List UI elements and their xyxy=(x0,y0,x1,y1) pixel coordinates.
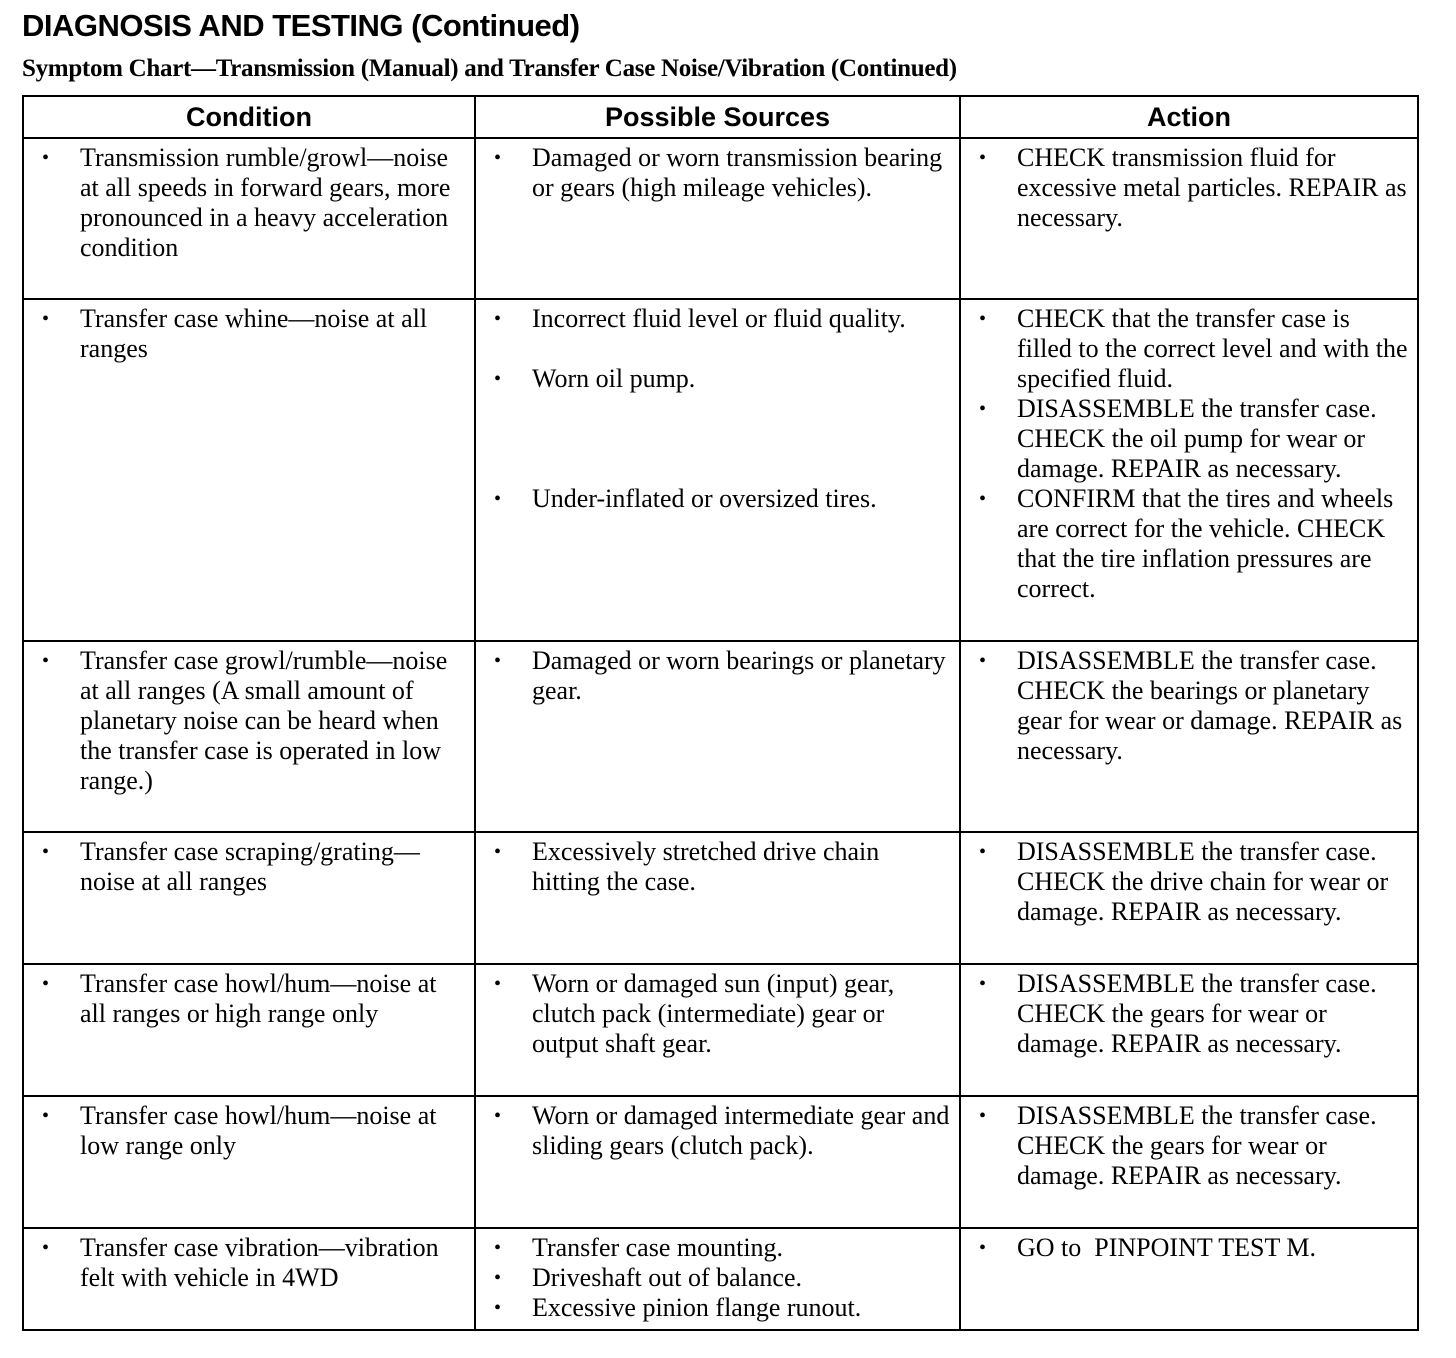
source-item: • Damaged or worn transmission bearing or gears (high mileage vehicles). xyxy=(482,143,953,203)
action-item: • DISASSEMBLE the transfer case. CHECK the oil pump for wear or damage. REPAIR as necessary. xyxy=(967,394,1411,484)
table-row xyxy=(23,138,1418,299)
source-item: • Excessively stretched drive chain hitting the case. xyxy=(482,837,953,897)
action-cell xyxy=(960,832,1418,964)
table-row xyxy=(23,832,1418,964)
sources-cell xyxy=(475,832,960,964)
sources-cell xyxy=(475,1096,960,1228)
action-item: • CHECK that the transfer case is filled to the correct level and with the specified fluid. xyxy=(967,304,1411,394)
table-row xyxy=(23,1228,1418,1330)
table-row xyxy=(23,964,1418,1096)
table-row xyxy=(23,641,1418,832)
condition-cell xyxy=(23,832,475,964)
page-heading: DIAGNOSIS AND TESTING (Continued) xyxy=(22,8,580,43)
condition-item: • Transmission rumble/growl—noise at all speeds in forward gears, more pronounced in a heavy acceleration condition xyxy=(30,143,468,263)
column-header-action: Action xyxy=(960,96,1418,138)
condition-cell xyxy=(23,641,475,832)
condition-item: • Transfer case vibration—vibration felt with vehicle in 4WD xyxy=(30,1233,468,1293)
condition-cell xyxy=(23,299,475,641)
condition-cell xyxy=(23,138,475,299)
action-cell xyxy=(960,138,1418,299)
action-item: • GO to PINPOINT TEST M. xyxy=(967,1233,1411,1263)
action-item: • CHECK transmission fluid for excessive metal particles. REPAIR as necessary. xyxy=(967,143,1411,233)
condition-cell xyxy=(23,1096,475,1228)
condition-item: • Transfer case whine—noise at all ranges xyxy=(30,304,468,364)
source-item: • Transfer case mounting. xyxy=(482,1233,953,1263)
source-item: • Under-inflated or oversized tires. xyxy=(482,484,953,514)
table-header-row xyxy=(23,96,1418,138)
source-item: • Incorrect fluid level or fluid quality. xyxy=(482,304,953,334)
column-header-possible-sources: Possible Sources xyxy=(475,96,960,138)
sources-cell xyxy=(475,964,960,1096)
source-item: • Driveshaft out of balance. xyxy=(482,1263,953,1293)
sources-cell xyxy=(475,138,960,299)
table-row xyxy=(23,1096,1418,1228)
condition-item: • Transfer case howl/hum—noise at all ranges or high range only xyxy=(30,969,468,1029)
symptom-chart-table xyxy=(22,95,1419,1331)
chart-subheading: Symptom Chart—Transmission (Manual) and Transfer Case Noise/Vibration (Continued) xyxy=(22,55,957,82)
action-item: • DISASSEMBLE the transfer case. CHECK the drive chain for wear or damage. REPAIR as necessary. xyxy=(967,837,1411,927)
sources-cell xyxy=(475,299,960,641)
source-item: • Excessive pinion flange runout. xyxy=(482,1293,953,1323)
table-row xyxy=(23,299,1418,641)
condition-item: • Transfer case howl/hum—noise at low range only xyxy=(30,1101,468,1161)
action-item: • CONFIRM that the tires and wheels are correct for the vehicle. CHECK that the tire inflation pressures are correct. xyxy=(967,484,1411,604)
action-item: • DISASSEMBLE the transfer case. CHECK the gears for wear or damage. REPAIR as necessary. xyxy=(967,1101,1411,1191)
source-item: • Worn or damaged intermediate gear and sliding gears (clutch pack). xyxy=(482,1101,953,1161)
action-cell xyxy=(960,641,1418,832)
source-item: • Damaged or worn bearings or planetary gear. xyxy=(482,646,953,706)
condition-item: • Transfer case growl/rumble—noise at all ranges (A small amount of planetary noise can be heard when the transfer case is operated in low range.) xyxy=(30,646,468,796)
source-item: • Worn or damaged sun (input) gear, clutch pack (intermediate) gear or output shaft gear. xyxy=(482,969,953,1059)
condition-item: • Transfer case scraping/grating—noise at all ranges xyxy=(30,837,468,897)
sources-cell xyxy=(475,641,960,832)
condition-cell xyxy=(23,1228,475,1330)
condition-cell xyxy=(23,964,475,1096)
action-item: • DISASSEMBLE the transfer case. CHECK the gears for wear or damage. REPAIR as necessary. xyxy=(967,969,1411,1059)
action-cell xyxy=(960,1228,1418,1330)
action-item: • DISASSEMBLE the transfer case. CHECK the bearings or planetary gear for wear or damage. REPAIR as necessary. xyxy=(967,646,1411,766)
sources-cell xyxy=(475,1228,960,1330)
column-header-condition: Condition xyxy=(23,96,475,138)
action-cell xyxy=(960,299,1418,641)
action-cell xyxy=(960,964,1418,1096)
action-cell xyxy=(960,1096,1418,1228)
source-item: • Worn oil pump. xyxy=(482,364,953,394)
